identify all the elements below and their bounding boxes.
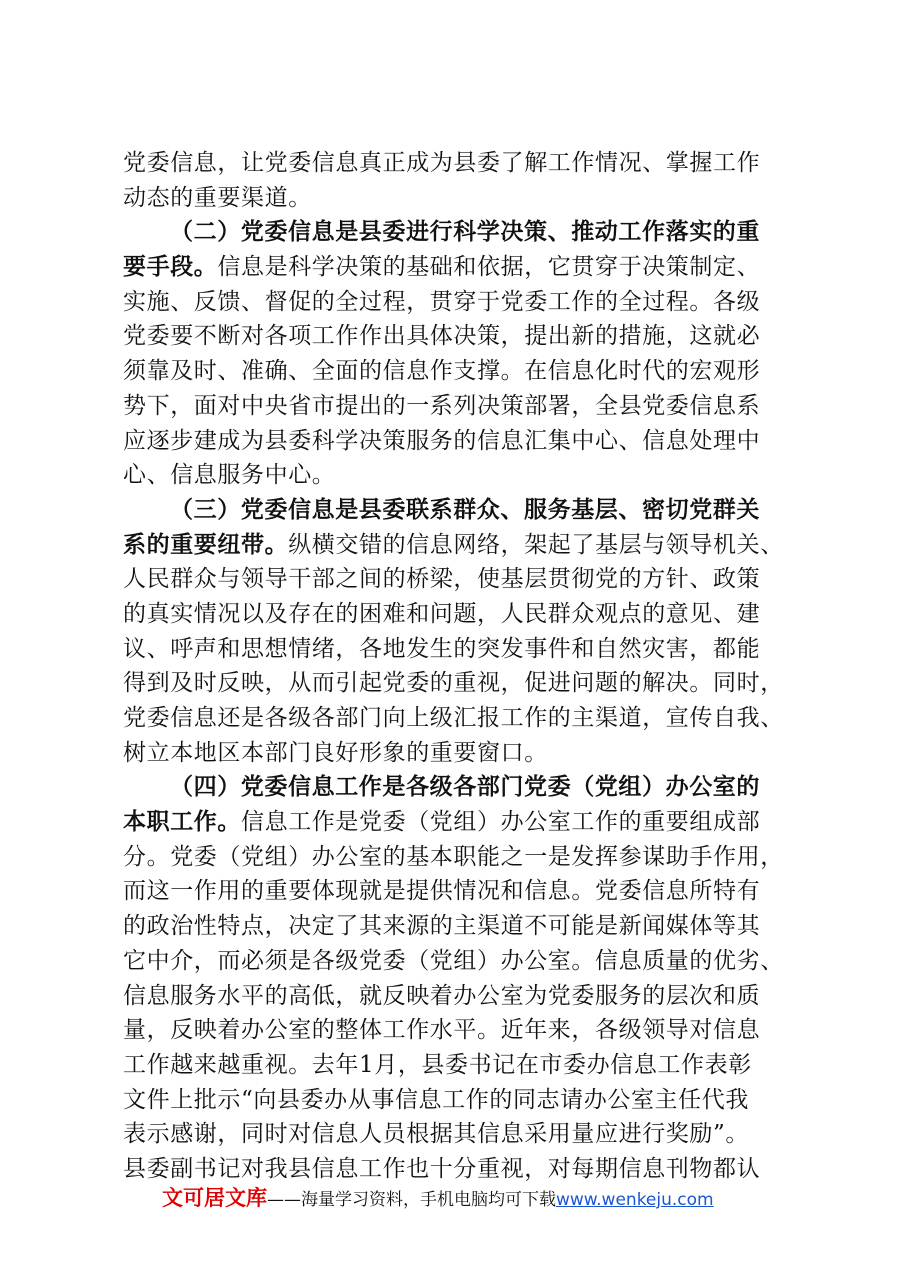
body-line: 应逐步建成为县委科学决策服务的信息汇集中心、信息处理中: [123, 427, 761, 454]
body-line: 县委副书记对我县信息工作也十分重视，对每期信息刊物都认: [123, 1155, 761, 1182]
body-line: 表示感谢，同时对信息人员根据其信息采用量应进行奖励”。: [123, 1121, 749, 1148]
footer-banner: [162, 1182, 802, 1214]
footer-site-link[interactable]: www.wenkeju.com: [556, 1190, 714, 1210]
body-line: 信息服务水平的高低，就反映着办公室为党委服务的层次和质: [123, 982, 761, 1009]
body-line: 党委要不断对各项工作作出具体决策，提出新的措施，这就必: [123, 323, 761, 350]
section-heading-3: （三）党委信息是县委联系群众、服务基层、密切党群关: [170, 495, 760, 523]
body-line: 量，反映着办公室的整体工作水平。近年来，各级领导对信息: [123, 1017, 761, 1044]
body-line: 树立本地区本部门良好形象的重要窗口。: [123, 739, 548, 766]
document-body: [123, 146, 795, 1187]
body-line: 的真实情况以及存在的困难和问题，人民群众观点的意见、建: [123, 600, 761, 627]
body-line: [123, 250, 795, 285]
body-line: 而这一作用的重要体现就是提供情况和信息。党委信息所特有: [123, 878, 761, 905]
section-heading-4-end: 本职工作。: [123, 808, 241, 836]
footer-brand: 文可居文库: [162, 1186, 267, 1210]
body-line: 分。党委（党组）办公室的基本职能之一是发挥参谋助手作用，: [123, 843, 784, 870]
body-line: 得到及时反映，从而引起党委的重视，促进问题的解决。同时，: [123, 670, 784, 697]
section-heading-2-end: 要手段。: [123, 253, 218, 281]
body-line: [123, 805, 795, 840]
body-line: 工作越来越重视。去年1月，县委书记在市委办信息工作表彰: [123, 1051, 752, 1078]
body-line: 党委信息还是各级各部门向上级汇报工作的主渠道，宣传自我、: [123, 705, 784, 731]
body-line: 动态的重要渠道。: [123, 184, 312, 211]
body-line: [123, 528, 795, 563]
body-line: 须靠及时、准确、全面的信息作支撑。在信息化时代的宏观形: [123, 358, 761, 385]
section-heading-3-end: 系的重要纽带。: [123, 530, 289, 558]
body-line: 党委信息，让党委信息真正成为县委了解工作情况、掌握工作: [123, 150, 761, 176]
body-line: 势下，面对中央省市提出的一系列决策部署，全县党委信息系: [123, 392, 761, 419]
body-line: 心、信息服务中心。: [123, 462, 336, 489]
body-line: 的政治性特点，决定了其来源的主渠道不可能是新闻媒体等其: [123, 913, 761, 940]
body-text: 信息工作是党委（党组）办公室工作的重要组成部: [241, 809, 761, 836]
body-line: 人民群众与领导干部之间的桥梁，使基层贯彻党的方针、政策: [123, 566, 761, 593]
body-line: 议、呼声和思想情绪，各地发生的突发事件和自然灾害，都能: [123, 635, 761, 662]
footer-tagline: ——海量学习资料，手机电脑均可下载: [267, 1190, 556, 1210]
section-heading-4: （四）党委信息工作是各级各部门党委（党组）办公室的: [170, 773, 760, 801]
body-text: 信息是科学决策的基础和依据，它贯穿于决策制定、: [217, 254, 761, 281]
body-line: 它中介，而必须是各级党委（党组）办公室。信息质量的优劣、: [123, 947, 784, 974]
body-text: 纵横交错的信息网络，架起了基层与领导机关、: [288, 531, 784, 558]
body-line: 文件上批示“向县委办从事信息工作的同志请办公室主任代我: [123, 1086, 749, 1113]
section-heading-2: （二）党委信息是县委进行科学决策、推动工作落实的重: [170, 218, 760, 246]
body-line: 实施、反馈、督促的全过程，贯穿于党委工作的全过程。各级: [123, 288, 761, 315]
